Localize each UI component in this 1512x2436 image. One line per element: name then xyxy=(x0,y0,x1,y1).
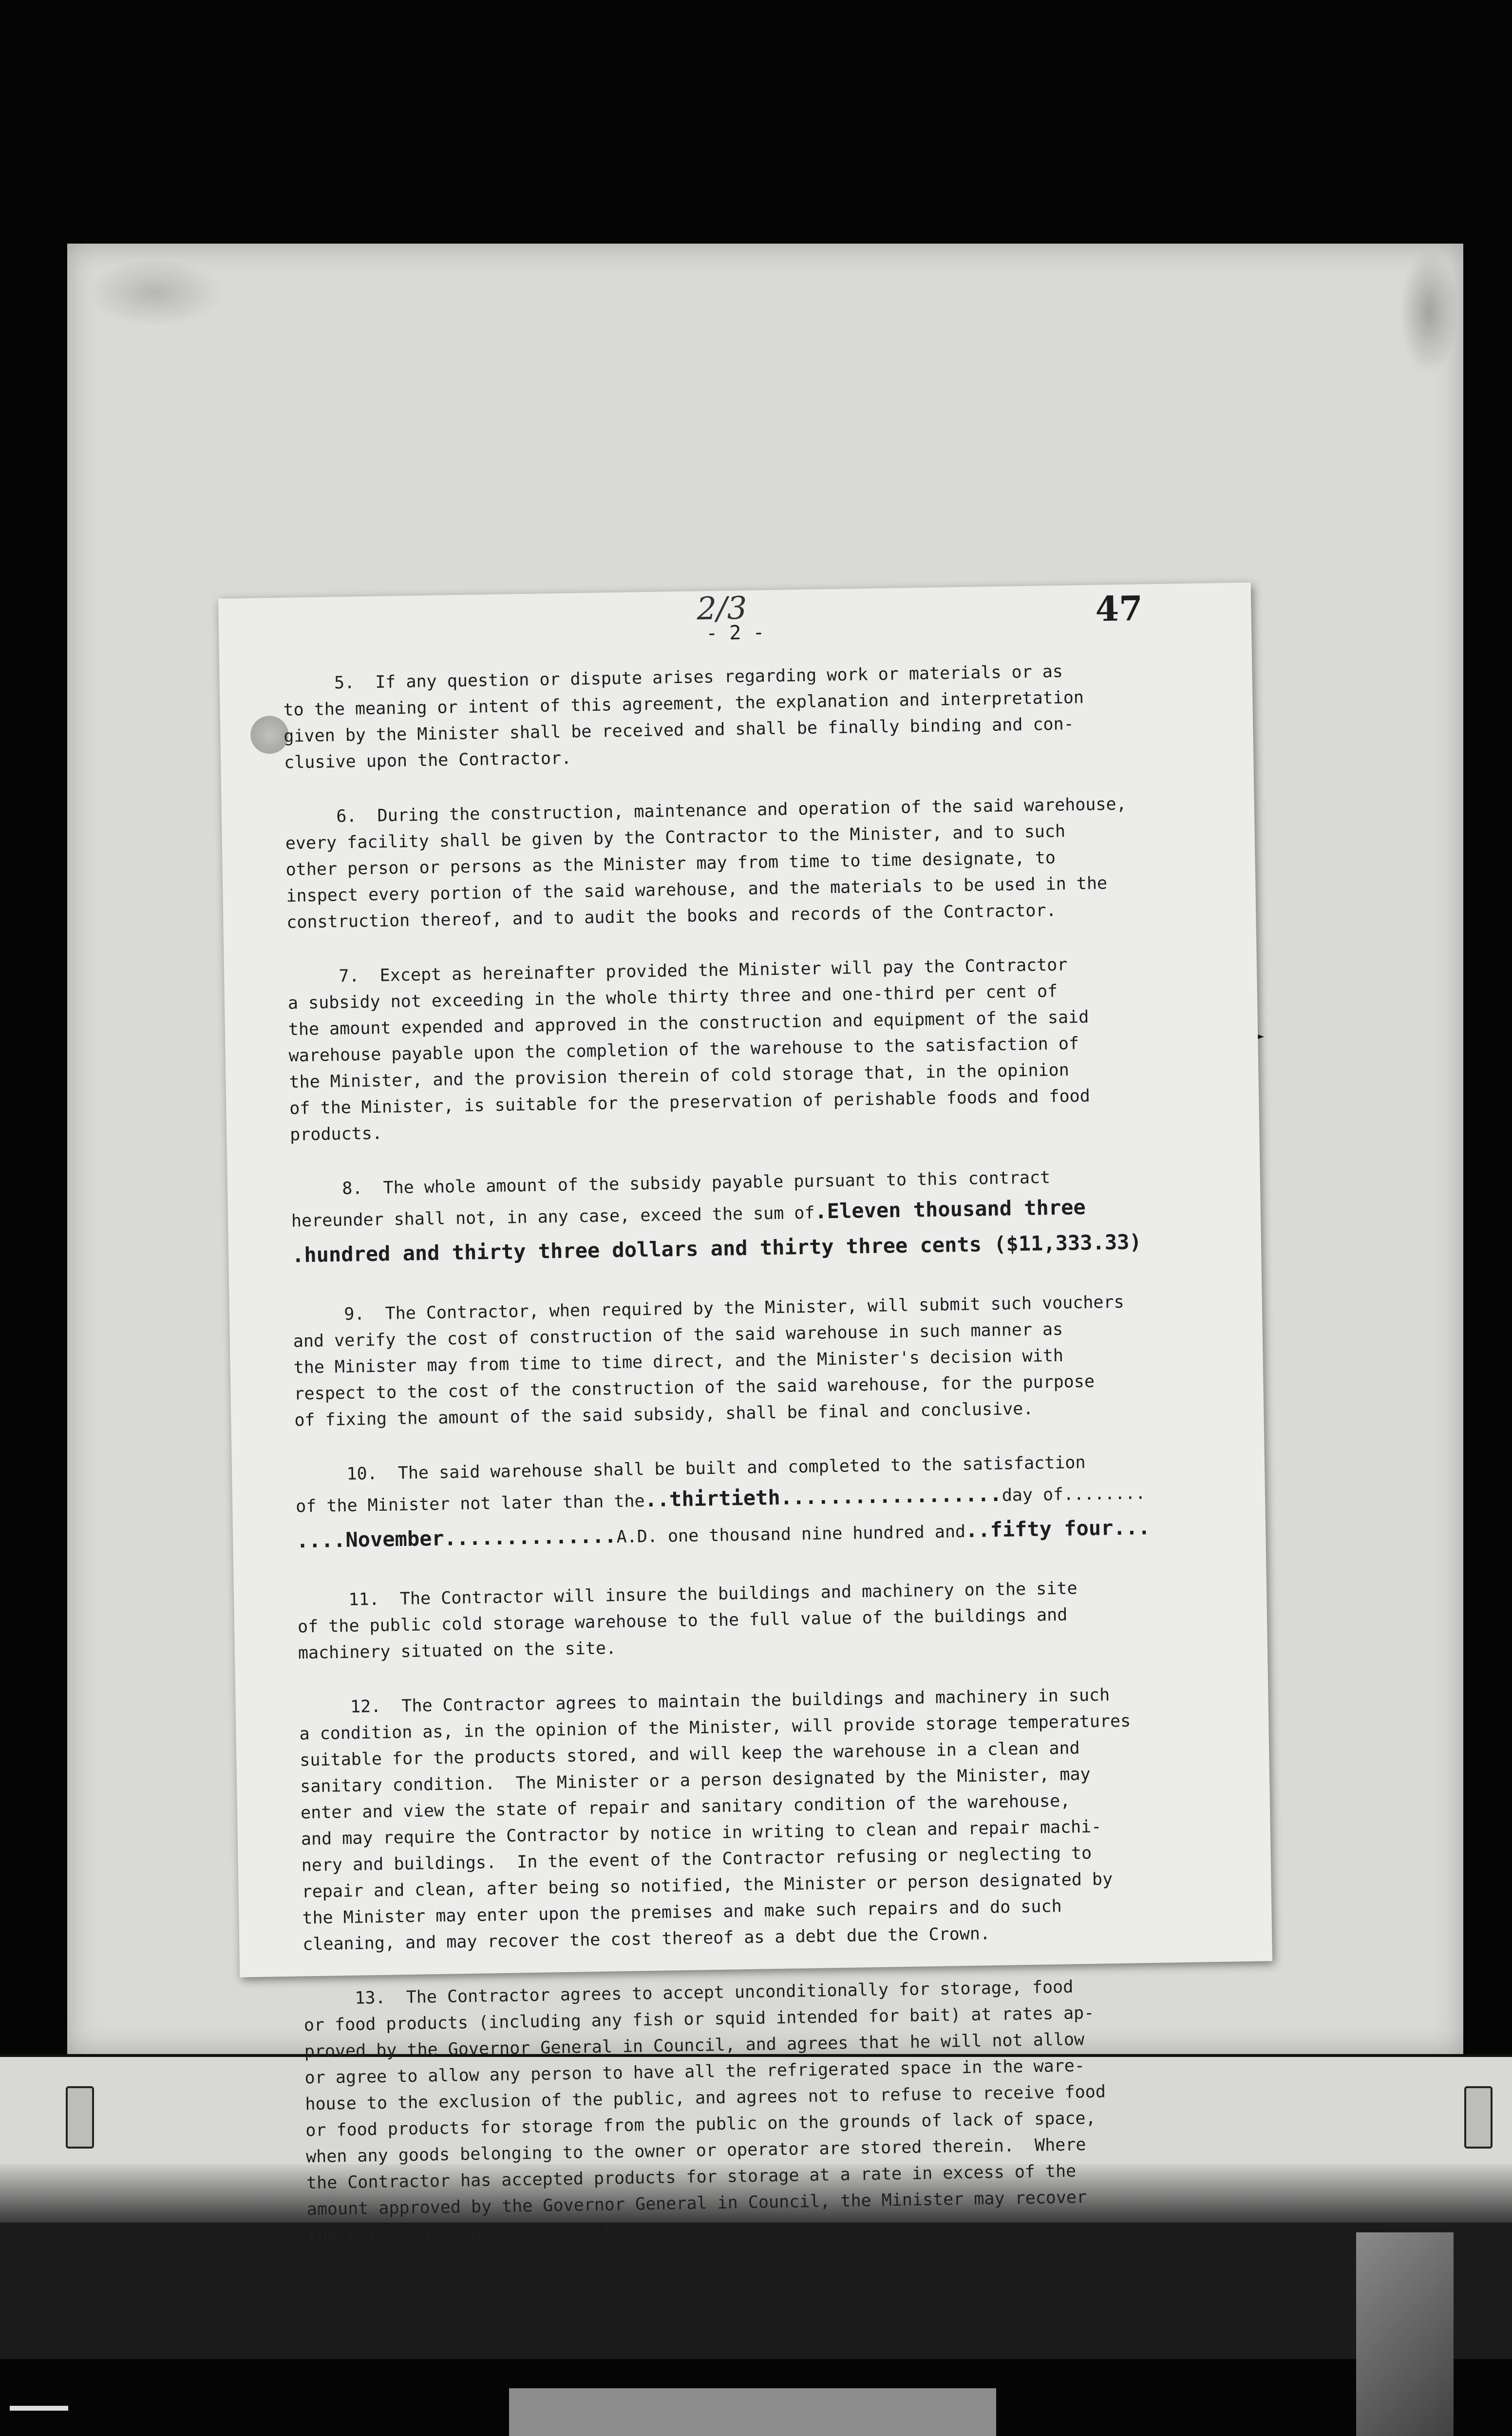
text-line: and may require the Contractor by notice in writing to clean and repair machi- xyxy=(301,1817,1102,1849)
text-line: inspect every portion of the said warehouse, and the materials to be used in the xyxy=(286,874,1108,906)
text-line: and verify the cost of construction of the said warehouse in such manner as xyxy=(293,1319,1063,1351)
text-line: 11. The Contractor will insure the buildings and machinery on the site xyxy=(297,1579,1077,1611)
text-line: clusive upon the Contractor. xyxy=(284,748,572,773)
clause-11 xyxy=(297,1573,1224,1667)
text-line: respect to the cost of the construction of the said warehouse, for the purpose xyxy=(294,1371,1095,1404)
text-line: 7. Except as hereinafter provided the Minister will pay the Contractor xyxy=(287,955,1068,987)
text-line: a subsidy not exceeding in the whole thirty three and one-third per cent of xyxy=(287,981,1058,1013)
clause-8 xyxy=(291,1162,1218,1274)
text-line: repair and clean, after being so notified, the Minister or person designated by xyxy=(302,1869,1113,1902)
frame-shadow xyxy=(509,2388,996,2436)
filled-year: ..fifty four... xyxy=(965,1515,1151,1542)
text-line: the Contractor has accepted products for storage at a rate in excess of the xyxy=(306,2161,1077,2193)
filled-day: ..thirtieth.................. xyxy=(644,1482,1002,1512)
text-line: enter and view the state of repair and sanitary condition of the warehouse, xyxy=(300,1791,1071,1823)
text-line: given by the Minister shall be received and shall be finally binding and con- xyxy=(284,714,1075,746)
text-line: cleaning, and may recover the cost thereof as a debt due the Crown. xyxy=(302,1924,991,1955)
text-line: 9. The Contractor, when required by the Minister, will submit such vouchers xyxy=(292,1292,1124,1325)
text-fragment: A.D. one thousand nine hundred and xyxy=(616,1522,966,1547)
text-line: the Minister may enter upon the premises and make such repairs and do such xyxy=(302,1896,1062,1928)
film-marker xyxy=(10,2406,68,2411)
text-line: 10. The said warehouse shall be built and completed to the satisfaction xyxy=(295,1453,1086,1485)
document-body xyxy=(283,656,1233,2277)
text-line: the Minister may from time to time direct, and the Minister's decision with xyxy=(293,1346,1064,1378)
filled-month: ....November.............. xyxy=(296,1523,617,1553)
text-line: sanitary condition. The Minister or a person designated by the Minister, may xyxy=(300,1764,1091,1797)
page-number: - 2 - xyxy=(705,621,765,645)
text-line: 8. The whole amount of the subsidy payable pursuant to this contract xyxy=(290,1168,1051,1199)
clause-10 xyxy=(295,1447,1222,1560)
clause-7 xyxy=(287,950,1216,1148)
text-line: proved by the Governor General in Council, and agrees that he will not allow xyxy=(304,2030,1085,2062)
text-line: or agree to allow any person to have all the refrigerated space in the ware- xyxy=(304,2056,1085,2088)
text-line: to the meaning or intent of this agreement, the explanation and interpretation xyxy=(283,687,1084,720)
text-line: or food products for storage from the public on the grounds of lack of space, xyxy=(305,2108,1096,2141)
text-line: 12. The Contractor agrees to maintain the buildings and machinery in such xyxy=(299,1685,1110,1718)
text-line: when any goods belonging to the owner or operator are stored therein. Where xyxy=(305,2135,1086,2167)
text-fragment: hereunder shall not, in any case, exceed the sum of xyxy=(291,1203,815,1231)
folio-number: 47 xyxy=(1095,588,1143,629)
board-smudge xyxy=(87,258,223,326)
text-line: the excess as a debt due the Crown. xyxy=(307,2220,667,2246)
frame-shadow xyxy=(1356,2232,1454,2436)
text-line: construction thereof, and to audit the books and records of the Contractor. xyxy=(286,900,1057,933)
text-line: house to the exclusion of the public, and agrees not to refuse to receive food xyxy=(305,2082,1106,2114)
text-line: other person or persons as the Minister may from time to time designate, to xyxy=(285,848,1056,880)
text-line: a condition as, in the opinion of the Minister, will provide storage temperatures xyxy=(299,1711,1131,1744)
text-line: or food products (including any fish or squid intended for bait) at rates ap- xyxy=(303,2003,1095,2036)
clause-12 xyxy=(299,1680,1228,1958)
text-line: amount approved by the Governor General in Council, the Minister may recover xyxy=(306,2188,1087,2220)
text-fragment: of the Minister not later than the xyxy=(295,1491,645,1517)
text-line: 13. The Contractor agrees to accept unconditionally for storage, food xyxy=(303,1977,1074,2009)
pencil-annotation: 2/3 xyxy=(696,590,747,628)
text-line: suitable for the products stored, and will keep the warehouse in a clean and xyxy=(300,1738,1080,1770)
clip-left-icon xyxy=(66,2086,94,2149)
text-line: machinery situated on the site. xyxy=(298,1638,617,1663)
clause-9 xyxy=(293,1288,1220,1434)
text-fragment: day of........ xyxy=(1002,1484,1146,1505)
filled-amount-words: .Eleven thousand three xyxy=(814,1195,1086,1223)
text-line: nery and buildings. In the event of the Contractor refusing or neglecting to xyxy=(301,1843,1092,1876)
text-line: the amount expended and approved in the construction and equipment of the said xyxy=(288,1007,1089,1040)
filled-amount-total: .hundred and thirty three dollars and thirty three cents ($11,333.33) xyxy=(291,1230,1142,1267)
text-line: of the Minister, is suitable for the preservation of perishable foods and food xyxy=(289,1086,1091,1119)
text-line: of the public cold storage warehouse to the full value of the buildings and xyxy=(297,1605,1068,1637)
text-line: products. xyxy=(289,1123,383,1145)
clause-5 xyxy=(283,656,1210,776)
text-line: every facility shall be given by the Contractor to the Minister, and to such xyxy=(285,821,1066,854)
clip-right-icon xyxy=(1464,2086,1493,2149)
text-line: warehouse payable upon the completion of the warehouse to the satisfaction of xyxy=(288,1034,1079,1066)
document-page xyxy=(218,583,1272,2246)
board-smudge xyxy=(1400,248,1458,375)
text-line: 5. If any question or dispute arises regarding work or materials or as xyxy=(283,662,1063,694)
text-line: 6. During the construction, maintenance and operation of the said warehouse, xyxy=(284,794,1127,827)
text-line: the Minister, and the provision therein of cold storage that, in the opinion xyxy=(289,1060,1070,1092)
text-line: of fixing the amount of the said subsidy, shall be final and conclusive. xyxy=(294,1399,1034,1430)
clause-13 xyxy=(303,1972,1233,2249)
clause-6 xyxy=(285,790,1212,936)
